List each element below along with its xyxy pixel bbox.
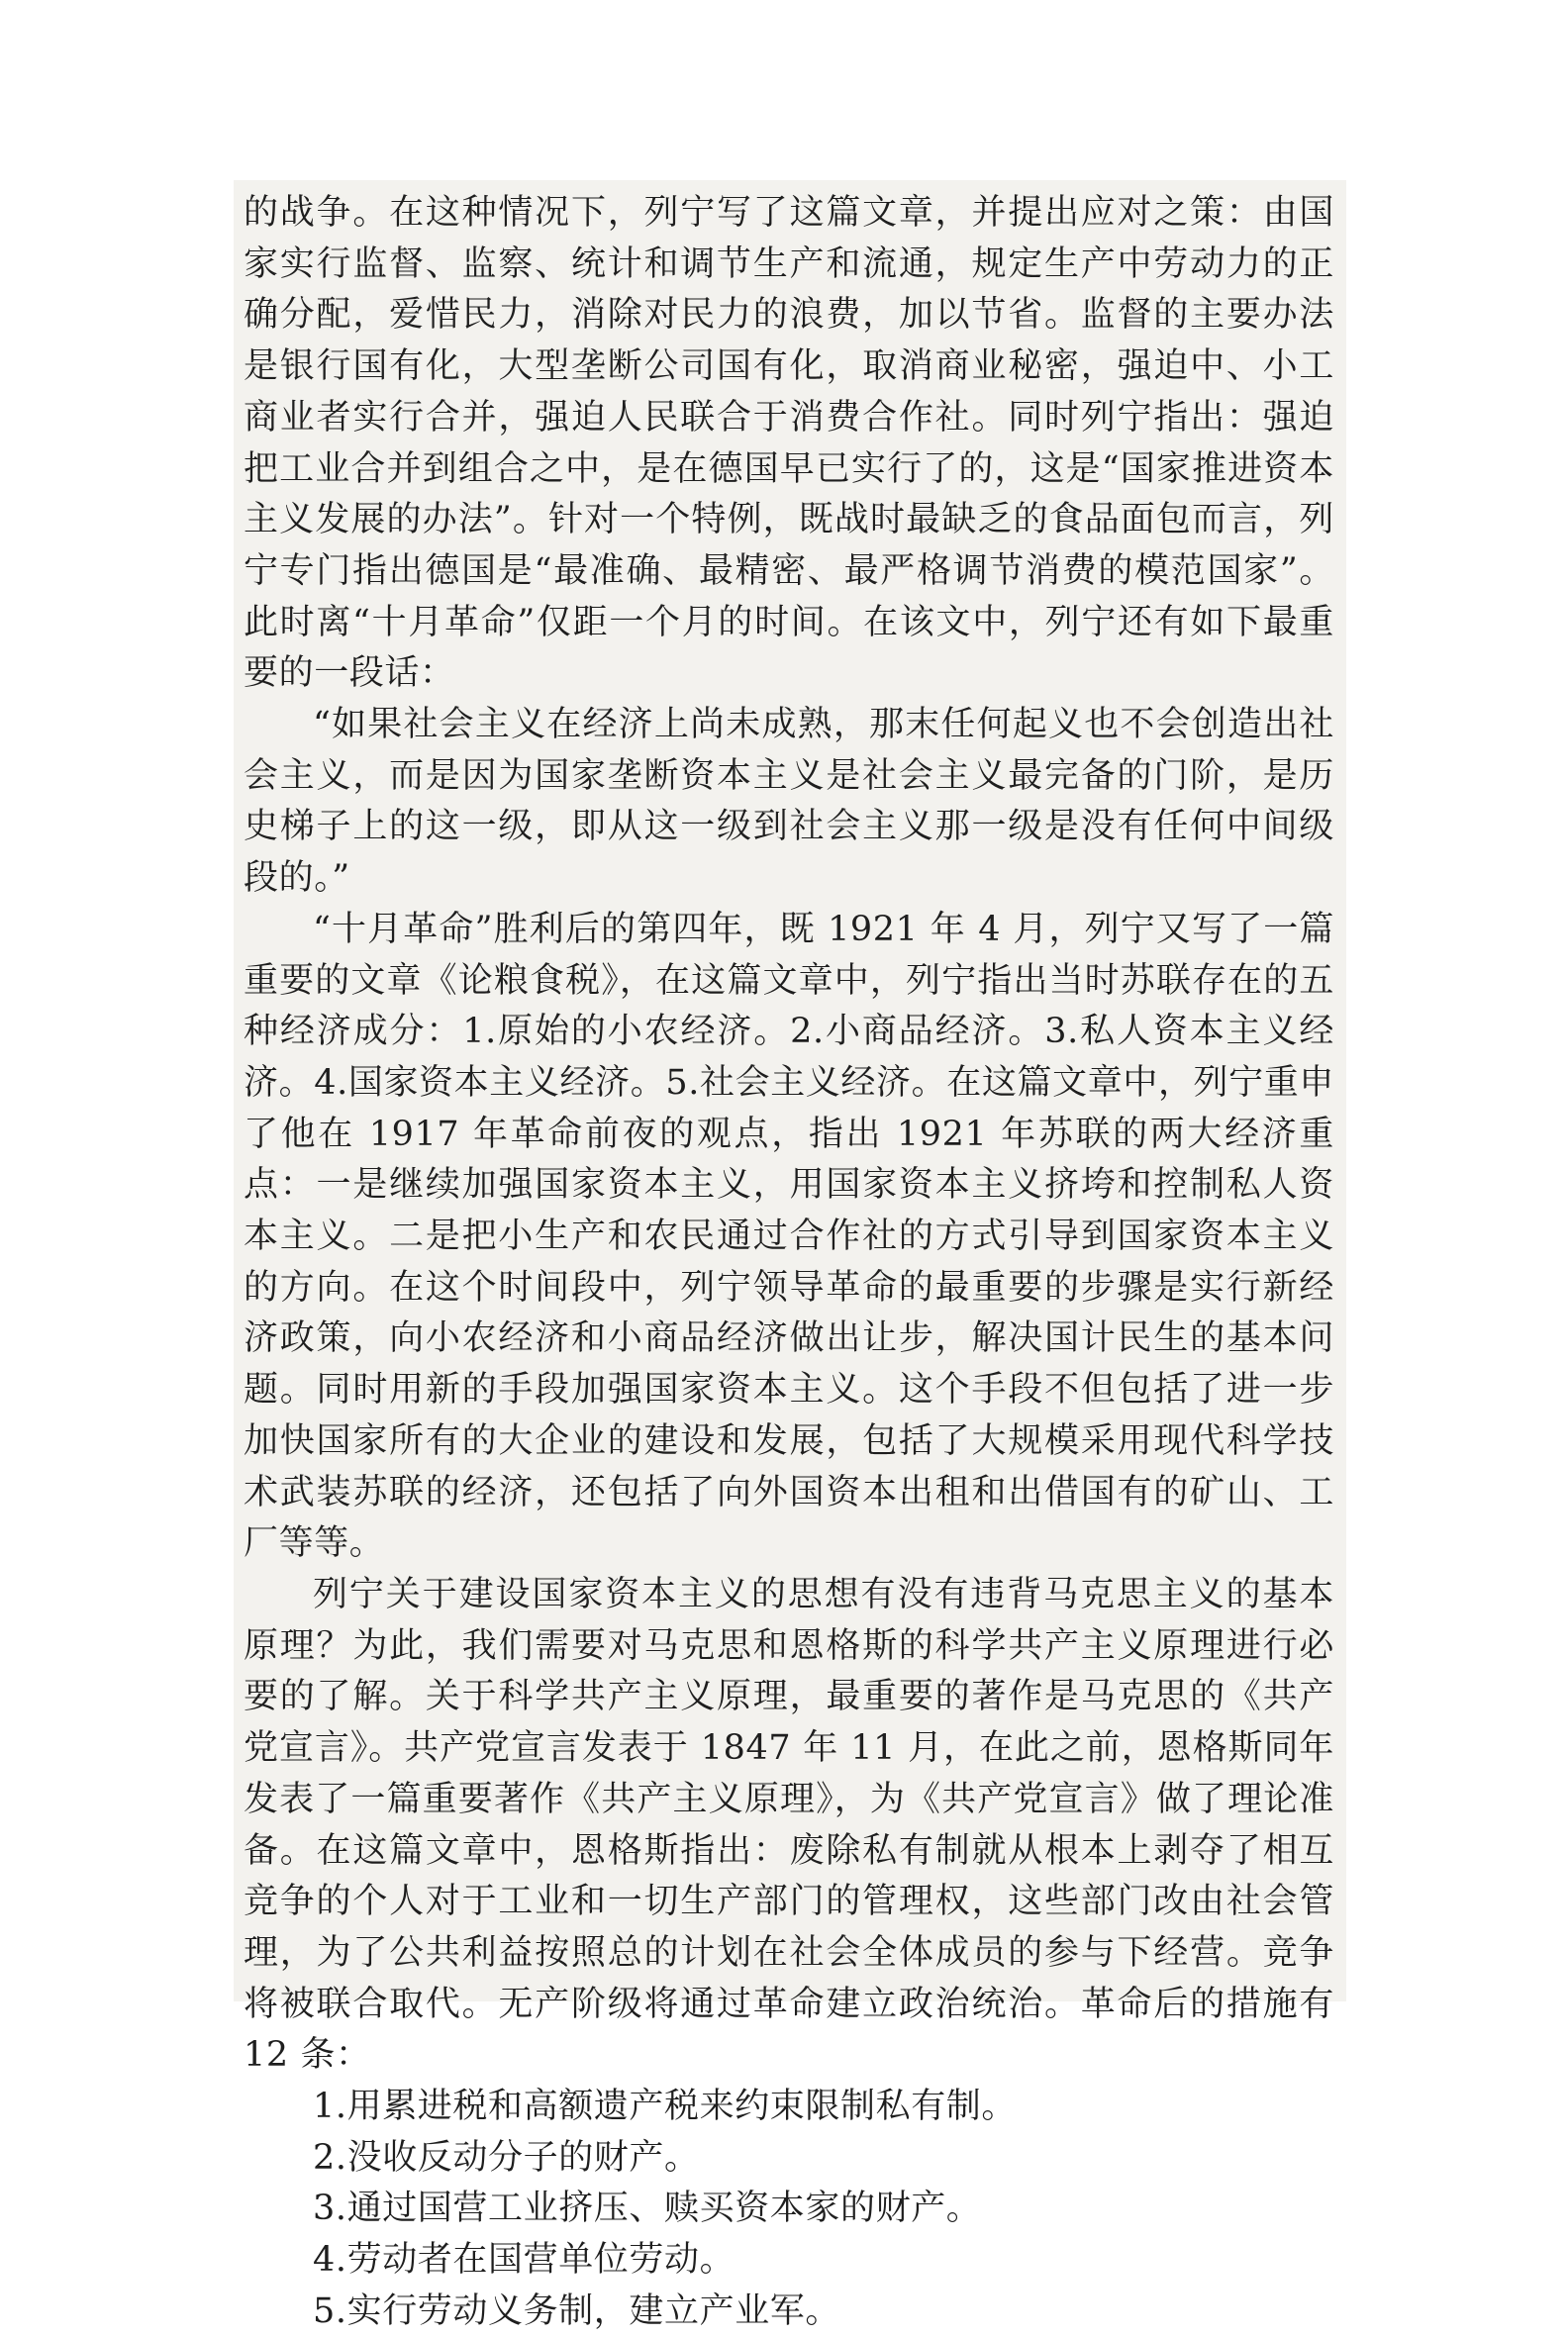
- paragraph-4: 列宁关于建设国家资本主义的思想有没有违背马克思主义的基本原理？为此，我们需要对马克思和恩格斯的科学共产主义原理进行必要的了解。关于科学共产主义原理，最重要的著作是马克思的《共产党宣言》。共产党宣言发表于 1847 年 11 月，在此之前，恩格斯同年发表了一篇重要著作《共产主义原理》，为《共产党宣言》做了理论准备。在这篇文章中，恩格斯指出：废除私有制就从根本上剥夺了相互竞争的个人对于工业和一切生产部门的管理权，这些部门改由社会管理，为了公共利益按照总的计划在社会全体成员的参与下经营。竞争将被联合取代。无产阶级将通过革命建立政治统治。革命后的措施有 12 条：: [244, 1574, 1334, 2076]
- list-item-4: 4.劳动者在国营单位劳动。: [313, 2240, 735, 2281]
- list-item-1: 1.用累进税和高额遗产税来约束限制私有制。: [313, 2087, 1017, 2127]
- paragraph-quote: “如果社会主义在经济上尚未成熟，那末任何起义也不会创造出社会主义，而是因为国家垄断资本主义是社会主义最完备的门阶，是历史梯子上的这一级，即从这一级到社会主义那一级是没有任何中间级段的。”: [244, 705, 1334, 899]
- list-item-5: 5.实行劳动义务制，建立产业军。: [313, 2290, 840, 2331]
- paragraph-1: 的战争。在这种情况下，列宁写了这篇文章，并提出应对之策：由国家实行监督、监察、统计和调节生产和流通，规定生产中劳动力的正确分配，爱惜民力，消除对民力的浪费，加以节省。监督的主要办法是银行国有化，大型垄断公司国有化，取消商业秘密，强迫中、小工商业者实行合并，强迫人民联合于消费合作社。同时列宁指出：强迫把工业合并到组合之中，是在德国早已实行了的，这是“国家推进资本主义发展的办法”。针对一个特例，既战时最缺乏的食品面包而言，列宁专门指出德国是“最准确、最精密、最严格调节消费的模范国家”。此时离“十月革命”仅距一个月的时间。在该文中，列宁还有如下最重要的一段话：: [244, 193, 1334, 694]
- paragraph-3: “十月革命”胜利后的第四年，既 1921 年 4 月，列宁又写了一篇重要的文章《论粮食税》，在这篇文章中，列宁指出当时苏联存在的五种经济成分：1.原始的小农经济。2.小商品经济。3.私人资本主义经济。4.国家资本主义经济。5.社会主义经济。在这篇文章中，列宁重申了他在 1917 年革命前夜的观点，指出 1921 年苏联的两大经济重点：一是继续加强国家资本主义，用国家资本主义挤垮和控制私人资本主义。二是把小生产和农民通过合作社的方式引导到国家资本主义的方向。在这个时间段中，列宁领导革命的最重要的步骤是实行新经济政策，向小农经济和小商品经济做出让步，解决国计民生的基本问题。同时用新的手段加强国家资本主义。这个手段不但包括了进一步加快国家所有的大企业的建设和发展，包括了大规模采用现代科学技术武装苏联的经济，还包括了向外国资本出租和出借国有的矿山、工厂等等。: [244, 909, 1334, 1564]
- list-item-2: 2.没收反动分子的财产。: [313, 2137, 700, 2178]
- list-item-3: 3.通过国营工业挤压、赎买资本家的财产。: [313, 2189, 982, 2229]
- document-page: [234, 180, 1346, 2331]
